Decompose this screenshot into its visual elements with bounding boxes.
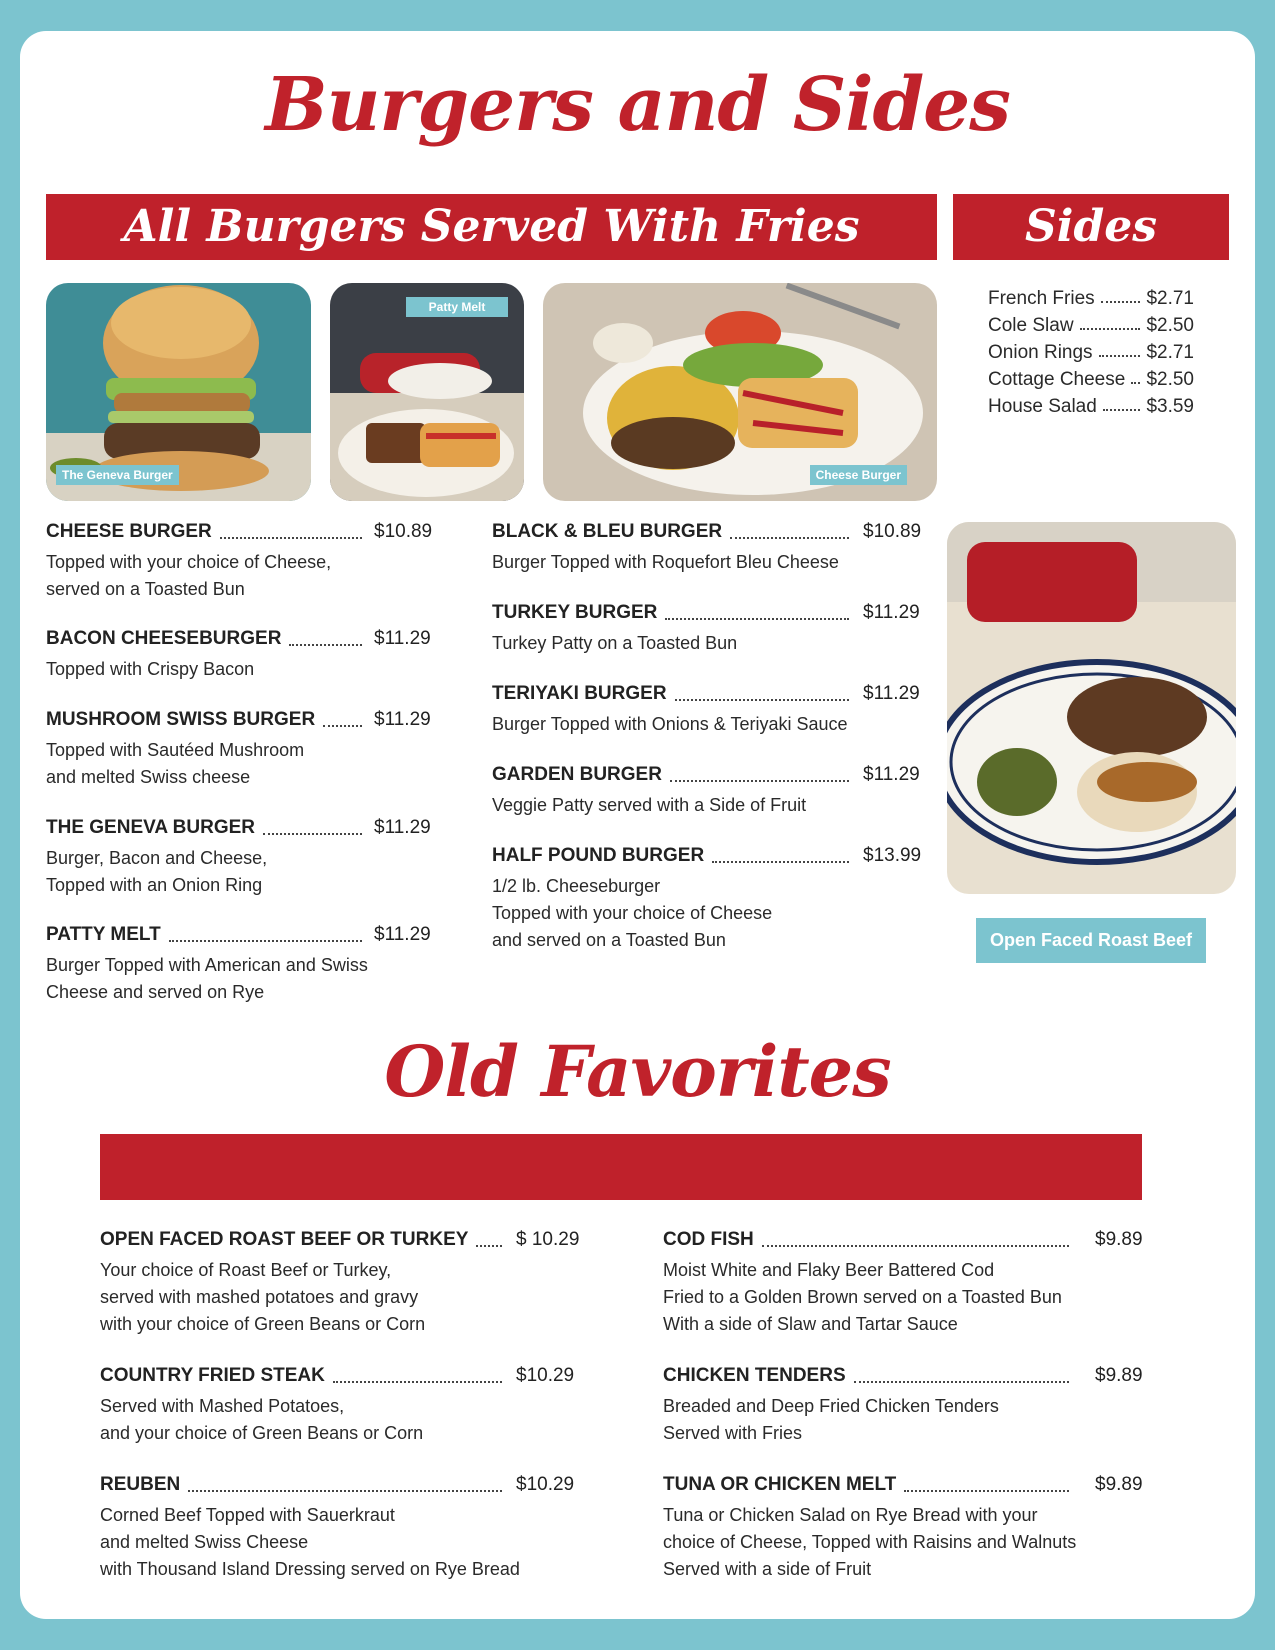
menu-item-price: $10.89 — [863, 521, 922, 542]
menu-item-header — [663, 1474, 1175, 1502]
menu-item-price: $10.29 — [516, 1365, 575, 1386]
favorites-title: Old Favorites — [384, 1030, 891, 1113]
roast-beef-photo — [947, 522, 1236, 894]
menu-item-price: $ 10.29 — [516, 1229, 580, 1250]
side-item-price: $2.50 — [1146, 369, 1194, 390]
menu-item-leader — [333, 1381, 502, 1383]
menu-item-leader — [712, 861, 849, 863]
menu-item — [46, 709, 454, 791]
menu-item — [100, 1229, 596, 1338]
patty-melt-photo-label: Patty Melt — [406, 297, 508, 317]
menu-item-leader — [188, 1490, 502, 1492]
menu-item-header — [100, 1229, 596, 1257]
side-item — [988, 315, 1194, 342]
menu-item-description — [100, 1502, 596, 1583]
cheese-burger-photo — [543, 283, 937, 501]
menu-item-price: $9.89 — [1095, 1474, 1143, 1495]
menu-item-description — [46, 737, 454, 791]
menu-item-name: COUNTRY FRIED STEAK — [100, 1365, 331, 1387]
menu-item-leader — [220, 537, 362, 539]
menu-item — [663, 1229, 1175, 1338]
roast-beef-photo-label: Open Faced Roast Beef — [976, 918, 1206, 963]
menu-item-description-line: Cheese and served on Rye — [46, 982, 265, 1002]
menu-item-name: REUBEN — [100, 1474, 186, 1496]
side-item-name: French Fries — [988, 288, 1095, 309]
menu-item-name: BACON CHEESEBURGER — [46, 628, 287, 650]
menu-item-name: TUNA OR CHICKEN MELT — [663, 1474, 902, 1496]
menu-item-header — [492, 602, 943, 630]
menu-item-leader — [675, 699, 849, 701]
side-item-price: $2.71 — [1146, 342, 1194, 363]
menu-item-name: THE GENEVA BURGER — [46, 817, 261, 839]
menu-item-description-line: Topped with an Onion Ring — [46, 875, 263, 895]
menu-item-description-line: Topped with Crispy Bacon — [46, 659, 255, 679]
menu-item-description — [46, 549, 454, 603]
menu-item-header — [100, 1365, 596, 1393]
menu-item-description-line: With a side of Slaw and Tartar Sauce — [663, 1314, 958, 1334]
menu-item — [46, 521, 454, 603]
menu-item-description-line: and served on a Toasted Bun — [492, 930, 726, 950]
menu-item-header — [492, 521, 943, 549]
menu-item-header — [46, 817, 454, 845]
menu-item — [663, 1365, 1175, 1447]
menu-item-description — [492, 630, 943, 657]
menu-item — [492, 683, 943, 738]
menu-item-price: $11.29 — [374, 628, 431, 649]
cheese-burger-photo-label: Cheese Burger — [810, 465, 907, 485]
menu-item-description-line: and your choice of Green Beans or Corn — [100, 1423, 424, 1443]
menu-item — [492, 602, 943, 657]
menu-item-description — [663, 1257, 1175, 1338]
menu-item-description — [492, 549, 943, 576]
sides-list — [988, 288, 1194, 423]
side-item-name: House Salad — [988, 396, 1097, 417]
side-item-price: $2.71 — [1146, 288, 1194, 309]
menu-item-description-line: Veggie Patty served with a Side of Fruit — [492, 795, 807, 815]
menu-item — [492, 845, 943, 954]
menu-item-leader — [323, 725, 362, 727]
menu-item-price: $10.89 — [374, 521, 433, 542]
menu-item-name: PATTY MELT — [46, 924, 167, 946]
menu-item-description-line: choice of Cheese, Topped with Raisins and Walnuts — [663, 1532, 1077, 1552]
menu-item-leader — [289, 644, 362, 646]
menu-item-header — [46, 709, 454, 737]
menu-item-name: COD FISH — [663, 1229, 760, 1251]
side-item-leader — [1080, 328, 1141, 330]
menu-item-header — [46, 521, 454, 549]
menu-item-description — [46, 845, 454, 899]
menu-item-leader — [730, 537, 849, 539]
menu-item-price: $11.29 — [863, 764, 920, 785]
menu-item-name: MUSHROOM SWISS BURGER — [46, 709, 321, 731]
menu-item-price: $9.89 — [1095, 1365, 1143, 1386]
menu-item-description-line: Topped with your choice of Cheese — [492, 903, 773, 923]
menu-item-header — [492, 764, 943, 792]
favorites-banner — [100, 1134, 1142, 1200]
menu-item-name: HALF POUND BURGER — [492, 845, 710, 867]
menu-item-header — [46, 924, 454, 952]
side-item — [988, 288, 1194, 315]
menu-item-description-line: with your choice of Green Beans or Corn — [100, 1314, 426, 1334]
menu-item-leader — [854, 1381, 1069, 1383]
side-item-name: Cole Slaw — [988, 315, 1074, 336]
menu-item-header — [663, 1229, 1175, 1257]
menu-item-description-line: Burger Topped with American and Swiss — [46, 955, 368, 975]
menu-item-price: $11.29 — [374, 709, 431, 730]
menu-item — [46, 924, 454, 1006]
menu-item-price: $11.29 — [374, 924, 431, 945]
side-item — [988, 369, 1194, 396]
menu-item-description — [663, 1393, 1175, 1447]
menu-item-price: $9.89 — [1095, 1229, 1143, 1250]
menu-item-description — [663, 1502, 1175, 1583]
menu-item-header — [492, 845, 943, 873]
menu-item-description-line: 1/2 lb. Cheeseburger — [492, 876, 661, 896]
menu-item-description-line: Topped with Sautéed Mushroom — [46, 740, 305, 760]
side-item-leader — [1103, 409, 1141, 411]
menu-item — [46, 817, 454, 899]
patty-melt-photo — [330, 283, 524, 501]
menu-item-description-line: Turkey Patty on a Toasted Bun — [492, 633, 738, 653]
menu-item-header — [100, 1474, 596, 1502]
menu-item-description-line: Breaded and Deep Fried Chicken Tenders — [663, 1396, 999, 1416]
menu-item-name: TURKEY BURGER — [492, 602, 663, 624]
menu-item-name: CHICKEN TENDERS — [663, 1365, 852, 1387]
menu-item-description-line: with Thousand Island Dressing served on Rye Bread — [100, 1559, 520, 1579]
menu-item-description — [46, 656, 454, 683]
menu-item-description-line: served with mashed potatoes and gravy — [100, 1287, 419, 1307]
menu-item-description — [46, 952, 454, 1006]
menu-item-description-line: Served with Fries — [663, 1423, 803, 1443]
menu-item-price: $10.29 — [516, 1474, 575, 1495]
menu-item-name: TERIYAKI BURGER — [492, 683, 673, 705]
menu-item — [100, 1474, 596, 1583]
menu-item-header — [492, 683, 943, 711]
side-item-name: Cottage Cheese — [988, 369, 1126, 390]
menu-item-description — [100, 1257, 596, 1338]
menu-item-price: $11.29 — [374, 817, 431, 838]
geneva-burger-photo-label: The Geneva Burger — [56, 465, 179, 485]
menu-item-description-line: Fried to a Golden Brown served on a Toasted Bun — [663, 1287, 1062, 1307]
menu-item-leader — [169, 940, 362, 942]
menu-item-leader — [670, 780, 849, 782]
menu-item-description-line: Topped with your choice of Cheese, — [46, 552, 332, 572]
menu-item-leader — [263, 833, 362, 835]
menu-item-price: $11.29 — [863, 602, 920, 623]
sides-banner: Sides — [953, 194, 1229, 260]
menu-item — [663, 1474, 1175, 1583]
side-item-price: $2.50 — [1146, 315, 1194, 336]
menu-item-price: $13.99 — [863, 845, 922, 866]
menu-item-description-line: Your choice of Roast Beef or Turkey, — [100, 1260, 392, 1280]
menu-item-name: BLACK & BLEU BURGER — [492, 521, 728, 543]
side-item-price: $3.59 — [1146, 396, 1194, 417]
menu-item-description — [492, 792, 943, 819]
menu-item-description-line: and melted Swiss Cheese — [100, 1532, 309, 1552]
side-item-leader — [1131, 382, 1140, 384]
menu-item-description-line: Burger, Bacon and Cheese, — [46, 848, 268, 868]
menu-item — [492, 764, 943, 819]
menu-item-leader — [665, 618, 849, 620]
menu-item-name: OPEN FACED ROAST BEEF OR TURKEY — [100, 1229, 474, 1251]
side-item — [988, 396, 1194, 423]
menu-item-description — [492, 873, 943, 954]
side-item-leader — [1099, 355, 1141, 357]
menu-item — [100, 1365, 596, 1447]
menu-item — [46, 628, 454, 683]
menu-item-description-line: Served with a side of Fruit — [663, 1559, 872, 1579]
menu-item-description-line: Corned Beef Topped with Sauerkraut — [100, 1505, 395, 1525]
menu-item-description-line: Served with Mashed Potatoes, — [100, 1396, 345, 1416]
side-item-leader — [1101, 301, 1141, 303]
side-item-name: Onion Rings — [988, 342, 1093, 363]
menu-item-description — [100, 1393, 596, 1447]
menu-item-description — [492, 711, 943, 738]
menu-item-name: CHEESE BURGER — [46, 521, 218, 543]
menu-item-description-line: Burger Topped with Onions & Teriyaki Sauce — [492, 714, 848, 734]
burgers-banner: All Burgers Served With Fries — [46, 194, 937, 260]
menu-item-leader — [762, 1245, 1069, 1247]
menu-item-description-line: Burger Topped with Roquefort Bleu Cheese — [492, 552, 839, 572]
menu-item-leader — [904, 1490, 1069, 1492]
menu-item-description-line: Tuna or Chicken Salad on Rye Bread with your — [663, 1505, 1038, 1525]
menu-item-price: $11.29 — [863, 683, 920, 704]
menu-item-leader — [476, 1245, 502, 1247]
menu-item — [492, 521, 943, 576]
menu-item-header — [46, 628, 454, 656]
menu-item-description-line: served on a Toasted Bun — [46, 579, 245, 599]
menu-item-name: GARDEN BURGER — [492, 764, 668, 786]
menu-item-header — [663, 1365, 1175, 1393]
page-title: Burgers and Sides — [265, 62, 1010, 148]
menu-item-description-line: Moist White and Flaky Beer Battered Cod — [663, 1260, 995, 1280]
menu-item-description-line: and melted Swiss cheese — [46, 767, 251, 787]
side-item — [988, 342, 1194, 369]
geneva-burger-photo — [46, 283, 311, 501]
